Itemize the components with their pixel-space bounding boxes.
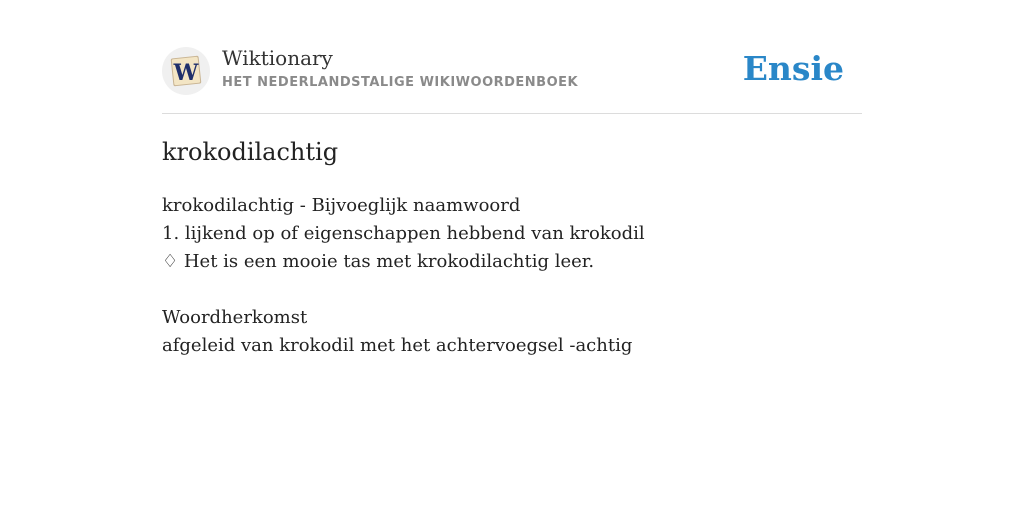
page-title: krokodilachtig (162, 138, 339, 166)
brand-name[interactable]: Wiktionary (222, 46, 333, 70)
headword-line: krokodilachtig - Bijvoeglijk naamwoord (162, 195, 521, 216)
blank-line (162, 276, 862, 304)
svg-text:W: W (173, 60, 199, 86)
ensie-logo[interactable]: Ensie (742, 49, 844, 88)
site-header (162, 45, 862, 114)
entry-content (162, 136, 862, 360)
definition-line: 1. lijkend op of eigenschappen hebbend van krokodil (162, 223, 645, 244)
example-line: ♢ Het is een mooie tas met krokodilachtig leer. (162, 251, 595, 272)
wiktionary-logo-icon[interactable] (162, 47, 210, 95)
etymology-text: afgeleid van krokodil met het achtervoegsel -achtig (162, 335, 633, 356)
etymology-heading: Woordherkomst (162, 307, 308, 328)
definition-block (162, 192, 862, 360)
brand-subtitle: HET NEDERLANDSTALIGE WIKIWOORDENBOEK (222, 75, 579, 90)
